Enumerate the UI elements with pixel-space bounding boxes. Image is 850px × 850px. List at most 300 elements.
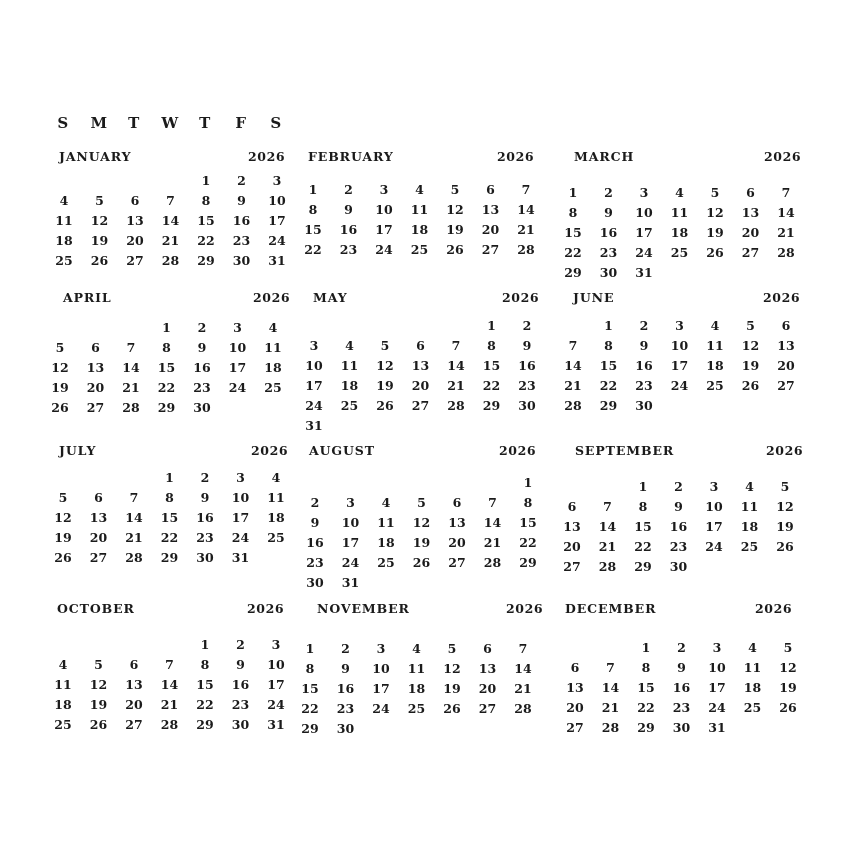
day-cell: 27	[741, 245, 760, 260]
day-cell: 22	[160, 530, 179, 545]
day-cell: 5	[95, 193, 104, 208]
month-name: DECEMBER	[565, 601, 657, 616]
day-cell: 12	[776, 499, 794, 514]
day-cell: 22	[637, 700, 655, 715]
day-cell: 29	[564, 265, 582, 280]
day-cell: 9	[200, 490, 210, 505]
day-cell: 27	[448, 555, 466, 570]
day-cell: 3	[272, 173, 282, 188]
day-cell: 1	[638, 479, 648, 494]
day-cell: 3	[712, 640, 722, 655]
weekday-header: S	[57, 114, 69, 132]
day-cell: 20	[86, 380, 105, 395]
day-cell: 29	[599, 398, 618, 413]
day-cell: 29	[519, 555, 537, 570]
day-cell: 6	[130, 193, 140, 208]
month-year: 2026	[755, 601, 793, 616]
day-cell: 30	[196, 550, 214, 565]
month-year: 2026	[253, 290, 291, 305]
day-cell: 17	[341, 535, 360, 550]
day-cell: 24	[341, 555, 360, 570]
day-cell: 13	[741, 205, 760, 220]
day-cell: 19	[779, 680, 797, 695]
day-cell: 7	[165, 657, 174, 672]
month-name: JULY	[59, 443, 97, 458]
day-cell: 10	[708, 660, 726, 675]
day-cell: 1	[604, 318, 613, 333]
day-cell: 28	[122, 400, 140, 415]
day-cell: 11	[743, 660, 762, 675]
day-cell: 6	[781, 318, 791, 333]
day-cell: 26	[776, 539, 794, 554]
day-cell: 23	[336, 701, 355, 716]
month-name: AUGUST	[309, 443, 375, 458]
day-cell: 8	[523, 495, 533, 510]
day-cell: 7	[488, 495, 497, 510]
day-cell: 28	[447, 398, 465, 413]
day-cell: 29	[637, 720, 655, 735]
day-cell: 27	[478, 701, 497, 716]
day-cell: 25	[410, 242, 429, 257]
day-cell: 11	[264, 340, 282, 355]
day-cell: 12	[741, 338, 760, 353]
weekday-header: T	[199, 114, 211, 132]
month-name: SEPTEMBER	[575, 443, 675, 458]
day-cell: 2	[237, 173, 246, 188]
day-cell: 25	[743, 700, 762, 715]
day-cell: 21	[483, 535, 502, 550]
day-cell: 22	[519, 535, 537, 550]
day-cell: 25	[670, 245, 689, 260]
day-cell: 23	[669, 539, 688, 554]
day-cell: 25	[54, 717, 72, 732]
day-cell: 28	[517, 242, 535, 257]
day-cell: 21	[122, 380, 140, 395]
month-name: OCTOBER	[57, 601, 135, 616]
day-cell: 12	[779, 660, 797, 675]
day-cell: 15	[157, 360, 176, 375]
day-cell: 29	[482, 398, 501, 413]
month-name: JUNE	[573, 290, 615, 305]
day-cell: 3	[639, 185, 649, 200]
day-cell: 8	[165, 490, 174, 505]
day-cell: 4	[59, 193, 69, 208]
day-cell: 30	[669, 559, 688, 574]
day-cell: 23	[306, 555, 324, 570]
day-cell: 12	[54, 510, 72, 525]
day-cell: 21	[564, 378, 582, 393]
day-cell: 5	[746, 318, 755, 333]
day-cell: 22	[197, 233, 215, 248]
day-cell: 21	[777, 225, 795, 240]
day-cell: 29	[157, 400, 176, 415]
day-cell: 3	[376, 641, 386, 656]
day-cell: 24	[268, 233, 286, 248]
day-cell: 9	[310, 515, 320, 530]
day-cell: 14	[601, 680, 620, 695]
day-cell: 15	[599, 358, 618, 373]
day-cell: 23	[193, 380, 211, 395]
day-cell: 21	[125, 530, 143, 545]
day-cell: 17	[231, 510, 250, 525]
day-cell: 28	[777, 245, 795, 260]
day-cell: 18	[377, 535, 395, 550]
day-cell: 16	[669, 519, 688, 534]
day-cell: 31	[708, 720, 726, 735]
day-cell: 25	[267, 530, 285, 545]
day-cell: 13	[448, 515, 466, 530]
day-cell: 13	[777, 338, 795, 353]
day-cell: 10	[670, 338, 689, 353]
day-cell: 9	[674, 499, 683, 514]
day-cell: 10	[705, 499, 723, 514]
month-name: JANUARY	[59, 149, 132, 164]
day-cell: 14	[777, 205, 795, 220]
day-cell: 14	[564, 358, 582, 373]
day-cell: 1	[162, 320, 171, 335]
day-cell: 8	[200, 657, 210, 672]
day-cell: 5	[710, 185, 720, 200]
day-cell: 2	[310, 495, 320, 510]
day-cell: 1	[200, 637, 210, 652]
weekday-header-row	[0, 114, 300, 134]
day-cell: 2	[604, 185, 613, 200]
day-cell: 24	[708, 700, 726, 715]
day-cell: 25	[740, 539, 759, 554]
day-cell: 11	[670, 205, 689, 220]
day-cell: 24	[635, 245, 653, 260]
day-cell: 19	[412, 535, 431, 550]
day-cell: 17	[705, 519, 723, 534]
day-cell: 20	[411, 378, 430, 393]
day-cell: 2	[344, 182, 353, 197]
day-cell: 6	[91, 340, 100, 355]
day-cell: 10	[228, 340, 247, 355]
day-cell: 3	[379, 182, 389, 197]
month-year: 2026	[251, 443, 289, 458]
day-cell: 13	[411, 358, 430, 373]
day-cell: 11	[410, 202, 429, 217]
day-cell: 31	[341, 575, 360, 590]
day-cell: 7	[603, 499, 612, 514]
day-cell: 27	[563, 559, 581, 574]
day-cell: 8	[487, 338, 496, 353]
day-cell: 28	[601, 720, 620, 735]
day-cell: 26	[779, 700, 797, 715]
day-cell: 3	[309, 338, 319, 353]
day-cell: 23	[232, 233, 251, 248]
day-cell: 21	[161, 233, 180, 248]
day-cell: 9	[341, 661, 350, 676]
month-year: 2026	[766, 443, 804, 458]
day-cell: 8	[162, 340, 171, 355]
month-year: 2026	[499, 443, 537, 458]
day-cell: 4	[268, 320, 278, 335]
day-cell: 4	[271, 470, 281, 485]
day-cell: 15	[564, 225, 582, 240]
day-cell: 22	[304, 242, 322, 257]
day-cell: 12	[376, 358, 394, 373]
day-cell: 9	[236, 657, 245, 672]
day-cell: 12	[446, 202, 464, 217]
day-cell: 18	[55, 233, 73, 248]
day-cell: 5	[447, 641, 457, 656]
day-cell: 28	[514, 701, 532, 716]
day-cell: 21	[160, 697, 179, 712]
day-cell: 15	[304, 222, 322, 237]
day-cell: 14	[125, 510, 143, 525]
day-cell: 15	[634, 519, 652, 534]
day-cell: 18	[267, 510, 285, 525]
day-cell: 5	[55, 340, 65, 355]
day-cell: 15	[301, 681, 319, 696]
day-cell: 7	[518, 641, 528, 656]
day-cell: 11	[267, 490, 285, 505]
day-cell: 16	[196, 510, 214, 525]
day-cell: 18	[340, 378, 359, 393]
day-cell: 1	[487, 318, 496, 333]
day-cell: 1	[523, 475, 533, 490]
day-cell: 2	[236, 637, 245, 652]
day-cell: 19	[90, 233, 109, 248]
day-cell: 22	[301, 701, 319, 716]
day-cell: 10	[341, 515, 360, 530]
day-cell: 26	[741, 378, 760, 393]
day-cell: 15	[519, 515, 537, 530]
day-cell: 12	[90, 213, 109, 228]
day-cell: 4	[381, 495, 391, 510]
day-cell: 17	[372, 681, 390, 696]
day-cell: 20	[478, 681, 497, 696]
day-cell: 7	[568, 338, 578, 353]
day-cell: 27	[566, 720, 584, 735]
day-cell: 2	[639, 318, 649, 333]
month-year: 2026	[247, 601, 285, 616]
day-cell: 15	[197, 213, 215, 228]
day-cell: 14	[160, 677, 179, 692]
day-cell: 25	[264, 380, 282, 395]
day-cell: 19	[89, 697, 108, 712]
day-cell: 18	[706, 358, 724, 373]
day-cell: 30	[599, 265, 618, 280]
weekday-header: F	[235, 114, 247, 132]
day-cell: 5	[417, 495, 426, 510]
day-cell: 13	[89, 510, 108, 525]
day-cell: 29	[301, 721, 319, 736]
day-cell: 5	[94, 657, 103, 672]
day-cell: 3	[709, 479, 719, 494]
weekday-header: W	[161, 114, 179, 132]
day-cell: 25	[706, 378, 724, 393]
day-cell: 7	[606, 660, 615, 675]
day-cell: 5	[780, 479, 790, 494]
day-cell: 2	[674, 479, 683, 494]
day-cell: 9	[604, 205, 613, 220]
day-cell: 3	[233, 320, 242, 335]
weekday-header: S	[270, 114, 282, 132]
day-cell: 16	[306, 535, 324, 550]
day-cell: 2	[341, 641, 350, 656]
day-cell: 14	[514, 661, 532, 676]
day-cell: 4	[345, 338, 354, 353]
day-cell: 16	[232, 213, 251, 228]
day-cell: 17	[305, 378, 323, 393]
day-cell: 30	[193, 400, 211, 415]
day-cell: 26	[89, 717, 108, 732]
day-cell: 28	[598, 559, 617, 574]
day-cell: 30	[231, 717, 250, 732]
day-cell: 6	[452, 495, 462, 510]
month-name: MAY	[313, 290, 348, 305]
weekday-header: T	[128, 114, 140, 132]
day-cell: 1	[568, 185, 578, 200]
day-cell: 5	[783, 640, 793, 655]
day-cell: 7	[129, 490, 139, 505]
day-cell: 15	[160, 510, 179, 525]
day-cell: 28	[483, 555, 502, 570]
day-cell: 23	[518, 378, 536, 393]
day-cell: 10	[372, 661, 390, 676]
day-cell: 27	[89, 550, 108, 565]
day-cell: 24	[305, 398, 323, 413]
day-cell: 7	[126, 340, 136, 355]
day-cell: 15	[637, 680, 655, 695]
day-cell: 19	[446, 222, 464, 237]
day-cell: 29	[197, 253, 215, 268]
day-cell: 22	[157, 380, 176, 395]
day-cell: 21	[447, 378, 465, 393]
day-cell: 30	[336, 721, 355, 736]
day-cell: 4	[710, 318, 720, 333]
day-cell: 17	[635, 225, 653, 240]
day-cell: 11	[377, 515, 395, 530]
day-cell: 25	[377, 555, 395, 570]
day-cell: 9	[522, 338, 532, 353]
day-cell: 3	[236, 470, 245, 485]
day-cell: 26	[51, 400, 69, 415]
day-cell: 13	[126, 213, 144, 228]
day-cell: 19	[443, 681, 461, 696]
day-cell: 22	[482, 378, 501, 393]
day-cell: 3	[675, 318, 684, 333]
day-cell: 20	[777, 358, 795, 373]
day-cell: 17	[267, 677, 285, 692]
day-cell: 17	[375, 222, 393, 237]
day-cell: 30	[306, 575, 324, 590]
day-cell: 26	[706, 245, 724, 260]
day-cell: 13	[125, 677, 143, 692]
day-cell: 28	[160, 717, 179, 732]
day-cell: 16	[339, 222, 358, 237]
day-cell: 23	[339, 242, 358, 257]
day-cell: 25	[55, 253, 73, 268]
day-cell: 6	[416, 338, 425, 353]
day-cell: 3	[346, 495, 355, 510]
day-cell: 5	[450, 182, 460, 197]
day-cell: 12	[51, 360, 69, 375]
day-cell: 16	[518, 358, 536, 373]
month-year: 2026	[248, 149, 286, 164]
day-cell: 13	[481, 202, 500, 217]
day-cell: 2	[522, 318, 532, 333]
day-cell: 10	[305, 358, 323, 373]
day-cell: 23	[635, 378, 653, 393]
day-cell: 4	[415, 182, 424, 197]
day-cell: 8	[305, 661, 315, 676]
day-cell: 23	[196, 530, 214, 545]
day-cell: 19	[741, 358, 760, 373]
month-name: MARCH	[574, 149, 635, 164]
day-cell: 9	[237, 193, 246, 208]
day-cell: 19	[706, 225, 724, 240]
day-cell: 25	[407, 701, 426, 716]
day-cell: 1	[201, 173, 211, 188]
day-cell: 18	[407, 681, 426, 696]
month-year: 2026	[497, 149, 535, 164]
day-cell: 4	[675, 185, 684, 200]
day-cell: 4	[745, 479, 754, 494]
day-cell: 22	[564, 245, 582, 260]
day-cell: 18	[740, 519, 759, 534]
day-cell: 17	[708, 680, 726, 695]
day-cell: 23	[231, 697, 250, 712]
day-cell: 7	[521, 182, 531, 197]
day-cell: 5	[58, 490, 68, 505]
day-cell: 24	[372, 701, 390, 716]
day-cell: 31	[231, 550, 250, 565]
day-cell: 8	[201, 193, 211, 208]
day-cell: 9	[639, 338, 649, 353]
day-cell: 15	[482, 358, 501, 373]
month-name: NOVEMBER	[317, 601, 410, 616]
day-cell: 26	[54, 550, 72, 565]
day-cell: 23	[599, 245, 618, 260]
day-cell: 6	[483, 641, 492, 656]
day-cell: 24	[705, 539, 723, 554]
day-cell: 16	[231, 677, 250, 692]
day-cell: 27	[126, 253, 144, 268]
day-cell: 16	[672, 680, 691, 695]
day-cell: 19	[376, 378, 394, 393]
day-cell: 26	[376, 398, 394, 413]
day-cell: 18	[670, 225, 689, 240]
day-cell: 17	[228, 360, 247, 375]
day-cell: 6	[570, 660, 580, 675]
day-cell: 6	[746, 185, 755, 200]
day-cell: 13	[478, 661, 497, 676]
day-cell: 27	[777, 378, 795, 393]
day-cell: 1	[641, 640, 651, 655]
day-cell: 20	[563, 539, 581, 554]
day-cell: 10	[268, 193, 286, 208]
day-cell: 14	[161, 213, 180, 228]
day-cell: 10	[267, 657, 285, 672]
day-cell: 12	[412, 515, 431, 530]
day-cell: 9	[677, 660, 686, 675]
day-cell: 8	[568, 205, 578, 220]
day-cell: 11	[740, 499, 759, 514]
day-cell: 30	[232, 253, 251, 268]
day-cell: 27	[411, 398, 430, 413]
day-cell: 10	[375, 202, 393, 217]
day-cell: 24	[231, 530, 250, 545]
day-cell: 13	[563, 519, 581, 534]
day-cell: 12	[89, 677, 108, 692]
day-cell: 21	[514, 681, 532, 696]
day-cell: 14	[598, 519, 617, 534]
day-cell: 30	[635, 398, 653, 413]
day-cell: 14	[447, 358, 465, 373]
